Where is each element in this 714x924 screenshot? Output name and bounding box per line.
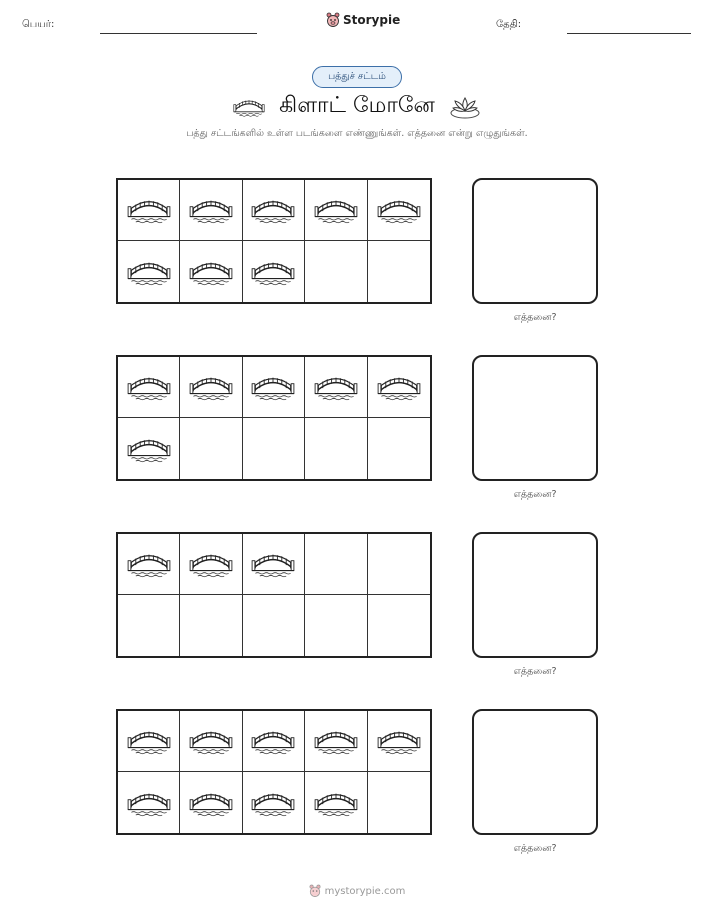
bridge-icon [189, 257, 233, 287]
ten-frame-cell [243, 418, 305, 479]
bridge-icon [314, 788, 358, 818]
answer-box-3[interactable] [472, 532, 598, 658]
ten-frame-cell [243, 595, 305, 656]
ten-frame-cell [118, 357, 180, 418]
date-label: தேதி: [496, 19, 522, 30]
ten-frame-cell [243, 180, 305, 241]
answer-box-4[interactable] [472, 709, 598, 835]
answer-label-3: எத்தனை? [513, 666, 557, 677]
ten-frame-cell [118, 241, 180, 302]
answer-label-4: எத்தனை? [513, 843, 557, 854]
ten-frame-cell [180, 180, 242, 241]
bridge-icon [189, 195, 233, 225]
bridge-icon [127, 726, 171, 756]
ten-frame-cell [368, 418, 430, 479]
water-lily-icon [449, 94, 481, 120]
ten-frame-cell [118, 772, 180, 833]
ten-frame-cell [368, 772, 430, 833]
ten-frame-cell [243, 711, 305, 772]
ten-frame-cell [305, 534, 367, 595]
ten-frame-cell [305, 180, 367, 241]
bridge-icon [251, 726, 295, 756]
pig-mascot-icon [326, 12, 340, 28]
name-line[interactable] [100, 33, 257, 34]
bridge-icon [314, 372, 358, 402]
ten-frame-cell [305, 595, 367, 656]
ten-frame-cell [243, 357, 305, 418]
ten-frame-cell [305, 418, 367, 479]
bridge-icon [189, 372, 233, 402]
bridge-icon [377, 726, 421, 756]
name-label: பெயர்: [22, 19, 55, 30]
bridge-icon [377, 195, 421, 225]
ten-frame-cell [180, 357, 242, 418]
ten-frame-cell [305, 241, 367, 302]
ten-frame-cell [243, 772, 305, 833]
pig-mascot-icon [309, 884, 321, 898]
worksheet-type-badge: பத்துச் சட்டம் [312, 66, 402, 88]
ten-frame-4 [116, 709, 432, 835]
bridge-icon [314, 195, 358, 225]
ten-frame-3 [116, 532, 432, 658]
answer-box-1[interactable] [472, 178, 598, 304]
ten-frame-cell [180, 711, 242, 772]
ten-frame-1 [116, 178, 432, 304]
ten-frame-cell [305, 711, 367, 772]
bridge-icon [251, 372, 295, 402]
bridge-icon [127, 788, 171, 818]
bridge-icon [251, 257, 295, 287]
bridge-icon [127, 257, 171, 287]
ten-frame-cell [118, 534, 180, 595]
bridge-icon [251, 788, 295, 818]
ten-frame-cell [118, 595, 180, 656]
bridge-icon [377, 372, 421, 402]
bridge-icon [251, 549, 295, 579]
ten-frame-cell [180, 772, 242, 833]
bridge-icon [127, 549, 171, 579]
brand-name: Storypie [343, 13, 401, 27]
answer-box-2[interactable] [472, 355, 598, 481]
ten-frame-cell [118, 180, 180, 241]
footer-url: mystorypie.com [324, 885, 406, 897]
bridge-icon [127, 434, 171, 464]
bridge-icon [189, 549, 233, 579]
date-line[interactable] [567, 33, 691, 34]
ten-frame-cell [368, 241, 430, 302]
bridge-icon [127, 372, 171, 402]
ten-frame-cell [368, 595, 430, 656]
bridge-icon [251, 195, 295, 225]
bridge-icon [314, 726, 358, 756]
ten-frame-cell [180, 241, 242, 302]
ten-frame-cell [305, 772, 367, 833]
title-row [0, 90, 714, 124]
ten-frame-cell [180, 418, 242, 479]
page-title: கிளாட் மோனே [279, 93, 435, 118]
ten-frame-cell [305, 357, 367, 418]
ten-frame-2 [116, 355, 432, 481]
ten-frame-cell [180, 595, 242, 656]
bridge-icon [127, 195, 171, 225]
ten-frame-cell [118, 418, 180, 479]
ten-frame-cell [368, 534, 430, 595]
footer [0, 884, 714, 898]
instructions: பத்து சட்டங்களில் உள்ள படங்களை எண்ணுங்கள். எத்தனை என்று எழுதுங்கள். [186, 128, 528, 139]
ten-frame-cell [368, 357, 430, 418]
ten-frame-cell [118, 711, 180, 772]
ten-frame-cell [243, 534, 305, 595]
ten-frame-cell [368, 711, 430, 772]
ten-frame-cell [368, 180, 430, 241]
bridge-icon [189, 726, 233, 756]
bridge-icon [189, 788, 233, 818]
answer-label-2: எத்தனை? [513, 489, 557, 500]
storypie-logo [326, 12, 400, 28]
ten-frame-cell [243, 241, 305, 302]
ten-frame-cell [180, 534, 242, 595]
answer-label-1: எத்தனை? [513, 312, 557, 323]
bridge-icon [233, 96, 265, 118]
